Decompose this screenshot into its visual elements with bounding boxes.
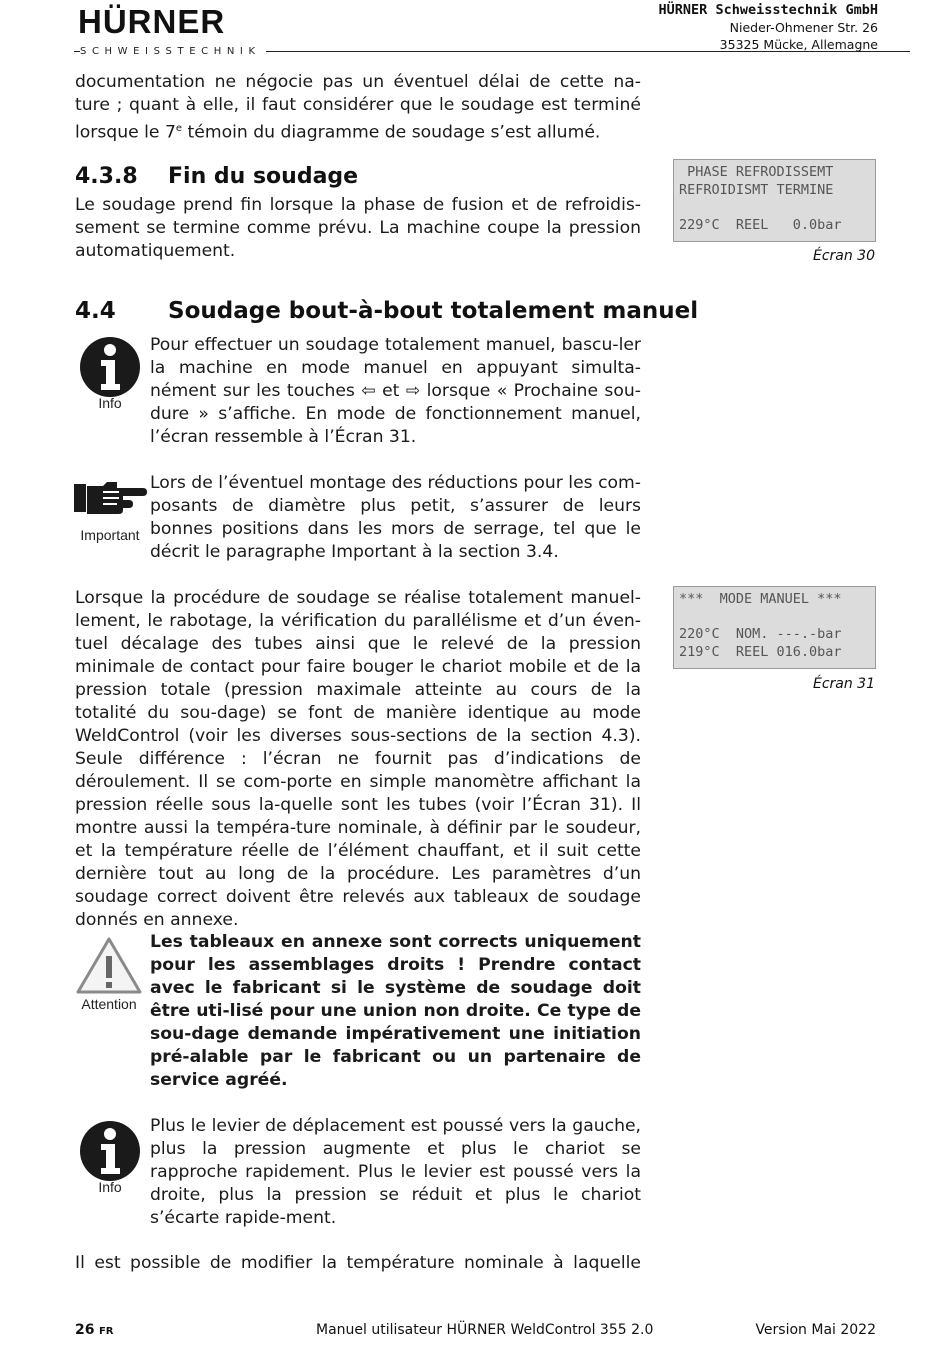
info-2-text: Plus le levier de déplacement est poussé vers la gauche, plus la pression augmente et plus le chariot se rapproche rapidement. Plus le levier est poussé vers la droite, plus la pression se réduit et plus le chariot s’écarte rapide-ment. bbox=[150, 1116, 641, 1228]
lcd-line: PHASE REFRODISSEMT bbox=[679, 164, 834, 180]
intro-line-3-sup: e bbox=[175, 123, 183, 134]
lcd-line: *** MODE MANUEL *** bbox=[679, 591, 842, 607]
lcd-screen-31 bbox=[673, 586, 876, 669]
screen-31-caption: Écran 31 bbox=[812, 676, 875, 692]
manual-title: Manuel utilisateur HÜRNER WeldControl 355 2.0 bbox=[316, 1322, 654, 1338]
lcd-line: REFROIDISMT TERMINE bbox=[679, 181, 834, 198]
section-title: Soudage bout-à-bout totalement manuel bbox=[168, 298, 699, 324]
closing-line: Il est possible de modifier la température nominale à laquelle bbox=[75, 1253, 641, 1273]
lcd-screen-30 bbox=[673, 159, 876, 242]
lcd-line: 220°C NOM. ---.-bar bbox=[679, 626, 842, 642]
info-label: Info bbox=[98, 395, 122, 411]
info-icon bbox=[79, 336, 141, 398]
address-line-1: Nieder-Ohmener Str. 26 bbox=[729, 20, 878, 35]
page-number-value: 26 bbox=[75, 1322, 95, 1338]
lcd-line: 229°C REEL 0.0bar bbox=[679, 216, 842, 233]
address-line-2: 35325 Mücke, Allemagne bbox=[719, 37, 878, 52]
screen-30-caption: Écran 30 bbox=[812, 248, 875, 264]
lcd-line bbox=[679, 609, 875, 627]
pointing-hand-icon bbox=[73, 478, 147, 518]
section-title: Fin du soudage bbox=[168, 164, 359, 189]
intro-line-3 bbox=[75, 117, 641, 145]
section-44-heading bbox=[75, 298, 698, 324]
language-code: FR bbox=[98, 1326, 114, 1337]
intro-line-2: ture ; quant à elle, il faut considérer que le soudage est terminé bbox=[75, 95, 641, 115]
attention-text: Les tableaux en annexe sont corrects uniquement pour les assemblages droits ! Prendre contact avec le fabricant si le système de soudage doit être uti-lisé pour une union non droite. Ce type de sou-dage demande impérativement une initiation pré-alable par le fabricant ou un partenaire de service agréé. bbox=[150, 932, 641, 1090]
intro-line-3-post: témoin du diagramme de soudage s’est allumé. bbox=[182, 122, 601, 143]
attention-label: Attention bbox=[81, 996, 137, 1012]
lcd-line: 219°C REEL 016.0bar bbox=[679, 643, 842, 660]
warning-triangle-icon bbox=[75, 936, 143, 996]
important-label: Important bbox=[80, 527, 140, 543]
intro-line-3-pre: lorsque le 7 bbox=[75, 122, 176, 143]
company-name: HÜRNER Schweisstechnik GmbH bbox=[658, 2, 878, 18]
section-number: 4.3.8 bbox=[75, 164, 138, 189]
section-438-text: Le soudage prend fin lorsque la phase de fusion et de refroidis-sement se termine comme prévu. La machine coupe la pression automatiquement. bbox=[75, 195, 641, 261]
lcd-line bbox=[679, 199, 875, 217]
logo-wordmark: HÜRNER bbox=[78, 3, 226, 40]
info-icon bbox=[79, 1120, 141, 1182]
logo-subtitle: SCHWEISSTECHNIK bbox=[80, 46, 261, 57]
version-label: Version Mai 2022 bbox=[755, 1322, 876, 1338]
section-438-heading bbox=[75, 164, 358, 190]
section-number: 4.4 bbox=[75, 298, 116, 324]
intro-line-1: documentation ne négocie pas un éventuel délai de cette na- bbox=[75, 72, 641, 92]
main-paragraph: Lorsque la procédure de soudage se réalise totalement manuel-lement, le rabotage, la vérification du parallélisme et d’un éven-tuel décalage des tubes ainsi que le relevé de la pression minimale de contact pour faire bouger le chariot mobile et de la pression totale (pression maximale atteinte au cours de la totalité du sou-dage) se font de manière identique au mode WeldControl (voir les diverses sous-sections de la section 4.3). Seule différence : l’écran ne fournit pas d’indications de déroulement. Il se com-porte en simple manomètre affichant la pression réelle sous la-quelle sont les tubes (voir l’Écran 31). Il montre aussi la tempéra-ture nominale, à définir par le soudeur, et la température réelle de l’élément chauffant, et il suit cette dernière tout au long de la procédure. Les paramètres d’un soudage correct doivent être relevés aux tableaux de soudage donnés en annexe. bbox=[75, 588, 641, 930]
important-text: Lors de l’éventuel montage des réductions pour les com-posants de diamètre plus petit, s’assurer de leurs bonnes positions dans les mors de serrage, tel que le décrit le paragraphe Important à la section 3.4. bbox=[150, 473, 641, 562]
info-1-text: Pour effectuer un soudage totalement manuel, bascu-ler la machine en mode manuel en appuyant simulta-nément sur les touches ⇦ et ⇨ lorsque « Prochaine sou-dure » s’affiche. En mode de fonctionnement manuel, l’écran ressemble à l’Écran 31. bbox=[150, 335, 641, 447]
page-number bbox=[75, 1322, 113, 1340]
info-label: Info bbox=[98, 1179, 122, 1195]
